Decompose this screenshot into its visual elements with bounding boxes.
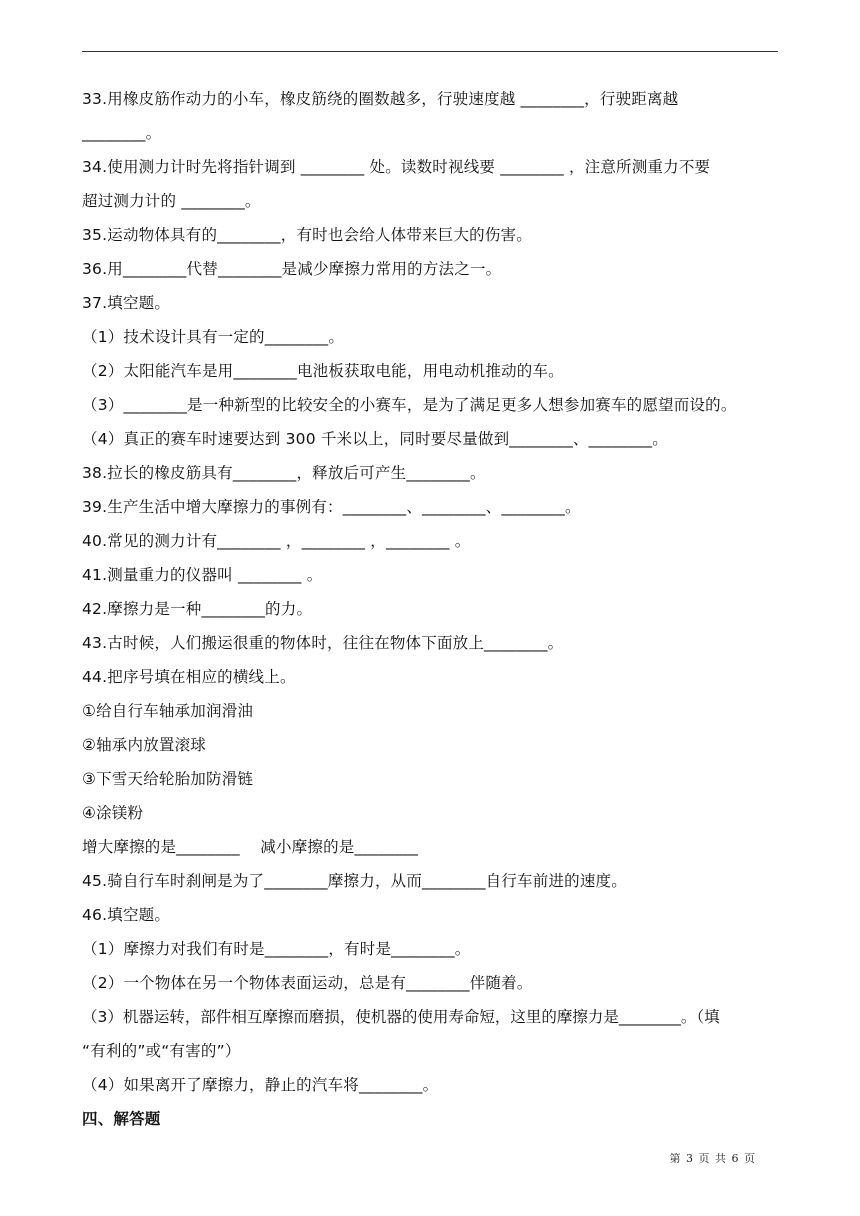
q44-option-3: ③下雪天给轮胎加防滑链 xyxy=(82,770,254,788)
q34-line-2: 超过测力计的 ________。 xyxy=(82,192,261,210)
q44-option-2: ②轴承内放置滚球 xyxy=(82,736,206,754)
question-list xyxy=(82,86,782,1140)
q33-line-2: ________。 xyxy=(82,124,162,142)
q37-item-2: （2）太阳能汽车是用________电池板获取电能，用电动机推动的车。 xyxy=(82,362,564,380)
q46-item-4: （4）如果离开了摩擦力，静止的汽车将________。 xyxy=(82,1076,439,1094)
q36: 36.用________代替________是减少摩擦力常用的方法之一。 xyxy=(82,260,502,278)
q44-heading: 44.把序号填在相应的横线上。 xyxy=(82,668,296,686)
q38: 38.拉长的橡皮筋具有________，释放后可产生________。 xyxy=(82,464,486,482)
q34-line-1: 34.使用测力计时先将指针调到 ________ 处。读数时视线要 ________ ，注意所测重力不要 xyxy=(82,158,711,176)
q44-option-1: ①给自行车轴承加润滑油 xyxy=(82,702,254,720)
q46-item-3-line-1: （3）机器运转，部件相互摩擦而磨损，使机器的使用寿命短，这里的摩擦力是________。（填 xyxy=(82,1008,720,1026)
q46-heading: 46.填空题。 xyxy=(82,906,171,924)
q42: 42.摩擦力是一种________的力。 xyxy=(82,600,313,618)
q37-heading: 37.填空题。 xyxy=(82,294,171,312)
header-rule xyxy=(82,51,778,52)
section-heading: 四、解答题 xyxy=(82,1110,161,1128)
q35: 35.运动物体具有的________，有时也会给人体带来巨大的伤害。 xyxy=(82,226,532,244)
q41: 41.测量重力的仪器叫 ________ 。 xyxy=(82,566,323,584)
page-number: 第 3 页 共 6 页 xyxy=(669,1152,756,1165)
q37-item-3: （3）________是一种新型的比较安全的小赛车，是为了满足更多人想参加赛车的愿望而设的。 xyxy=(82,396,737,414)
q33-line-1: 33.用橡皮筋作动力的小车，橡皮筋绕的圈数越多，行驶速度越 ________，行驶距离越 xyxy=(82,90,679,108)
q44-answers: 增大摩擦的是________ 减小摩擦的是________ xyxy=(82,838,419,856)
q40: 40.常见的测力计有________ ，________ ，________ 。 xyxy=(82,532,471,550)
q46-item-1: （1）摩擦力对我们有时是________，有时是________。 xyxy=(82,940,471,958)
q43: 43.古时候，人们搬运很重的物体时，往往在物体下面放上________。 xyxy=(82,634,564,652)
q39: 39.生产生活中增大摩擦力的事例有：________、________、________。 xyxy=(82,498,581,516)
q45: 45.骑自行车时刹闸是为了________摩擦力，从而________自行车前进的速度。 xyxy=(82,872,627,890)
q37-item-4: （4）真正的赛车时速要达到 300 千米以上，同时要尽量做到________、________。 xyxy=(82,430,668,448)
q46-item-2: （2）一个物体在另一个物体表面运动，总是有________伴随着。 xyxy=(82,974,533,992)
q37-item-1: （1）技术设计具有一定的________。 xyxy=(82,328,345,346)
q46-item-3-line-2: “有利的”或“有害的”） xyxy=(82,1042,241,1060)
q44-option-4: ④涂镁粉 xyxy=(82,804,144,822)
